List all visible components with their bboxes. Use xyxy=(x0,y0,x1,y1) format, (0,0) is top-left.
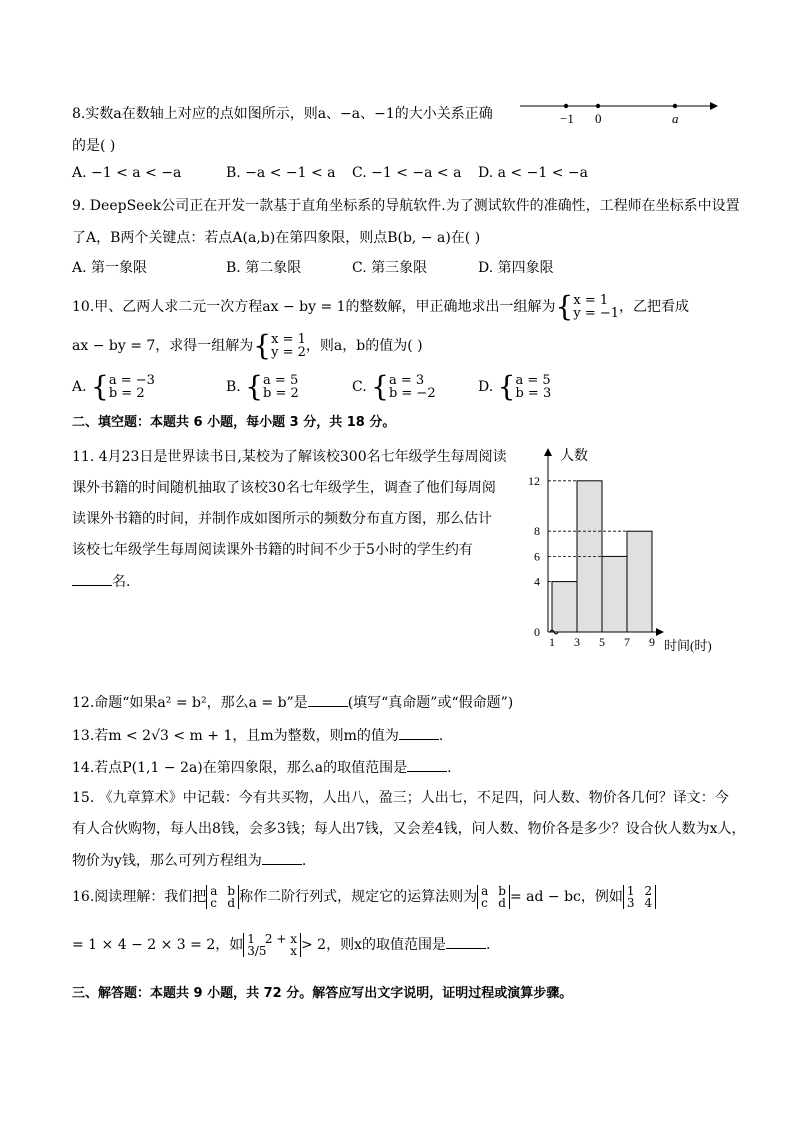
y-axis-arrow xyxy=(544,448,552,456)
x-axis-arrow xyxy=(656,628,664,636)
answer-blank[interactable] xyxy=(446,934,486,949)
q9-line2: 了A，B两个关键点：若点A(a,b)在第四象限，则点B(b, − a)在( ) xyxy=(72,230,481,246)
q14-line: 14.若点P(1,1 − 2a)在第四象限，那么a的取值范围是 . xyxy=(72,757,452,778)
brace-icon: { xyxy=(245,370,264,403)
q10-line1-pre: 10.甲、乙两人求二元一次方程ax − by = 1的整数解，甲正确地求出一组解为 xyxy=(72,299,556,315)
determinant-abcd-rule: a b c d xyxy=(477,885,510,909)
y-tick-label: 8 xyxy=(534,524,540,539)
answer-blank[interactable] xyxy=(407,757,447,772)
q15-line1: 15. 《九章算术》中记载：今有共买物，人出八，盈三；人出七，不足四，问人数、物价各几何？译文：今 xyxy=(72,790,729,806)
histogram-bar xyxy=(552,582,577,632)
section-2-heading: 二、填空题：本题共 6 小题，每小题 3 分，共 18 分。 xyxy=(72,415,396,430)
brace-icon: { xyxy=(253,329,272,362)
q10-system-1: x = 1 y = −1 xyxy=(573,293,620,321)
q8-option-a: A. −1 < a < −a xyxy=(72,165,182,181)
q11-line2: 课外书籍的时间随机抽取了该校30名七年级学生，调查了他们每周阅 xyxy=(72,480,496,496)
q10-system-2: x = 1 y = 2 xyxy=(271,332,306,360)
q11-histogram xyxy=(500,440,730,660)
determinant-question: 1 2 + x 3/5 x xyxy=(243,933,301,957)
q15-line2: 有人合伙购物，每人出8钱，会多3钱；每人出7钱，又会差4钱，问人数、物价各是多少？设合伙人数为x人， xyxy=(72,821,746,837)
q10-line2-post: ，则a，b的值为( ) xyxy=(305,338,423,354)
histogram-bar xyxy=(627,531,652,632)
answer-blank[interactable] xyxy=(72,571,112,586)
q8-option-d: D. a < −1 < −a xyxy=(478,165,588,181)
q16-line1: 16.阅读理解：我们把 a b c d 称作二阶行列式，规定它的运算法则为 a b c d = ad − bc，例如 1 2 3 4 xyxy=(72,882,656,912)
y-tick-label: 6 xyxy=(534,549,540,564)
brace-icon: { xyxy=(555,290,574,323)
q15-line3: 物价为y钱，那么可列方程组为 . xyxy=(72,850,306,871)
x-axis-label: 时间(时) xyxy=(664,638,712,653)
label-zero: 0 xyxy=(595,111,602,126)
q11-line4: 该校七年级学生每周阅读课外书籍的时间不少于5小时的学生约有 xyxy=(72,542,473,558)
q10-option-c: C. { a = 3 b = −2 xyxy=(352,370,436,403)
label-neg-one: −1 xyxy=(560,111,574,126)
brace-icon: { xyxy=(497,370,516,403)
x-tick-label: 1 xyxy=(549,635,555,649)
brace-icon: { xyxy=(91,370,109,403)
determinant-example: 1 2 3 4 xyxy=(623,885,656,909)
q10-line1 xyxy=(72,292,689,322)
section-3-heading: 三、解答题：本题共 9 小题，共 72 分。解答应写出文字说明，证明过程或演算步骤。 xyxy=(72,986,573,1001)
q9-option-a: A. 第一象限 xyxy=(72,260,148,276)
histogram-bar xyxy=(602,556,627,632)
q11-line1: 11. 4月23日是世界读书日,某校为了解该校300名七年级学生每周阅读 xyxy=(72,449,507,465)
q10-option-a: A. { a = −3 b = 2 xyxy=(72,370,155,403)
q8-option-c: C. −1 < −a < a xyxy=(352,165,462,181)
y-tick-label: 12 xyxy=(528,473,540,488)
q9-option-d: D. 第四象限 xyxy=(478,260,554,276)
q11-line3: 读课外书籍的时间，并制作成如图所示的频数分布直方图，那么估计 xyxy=(72,511,492,527)
point-zero xyxy=(596,104,600,108)
point-neg-one xyxy=(564,104,568,108)
brace-icon: { xyxy=(371,370,389,403)
q9-option-b: B. 第二象限 xyxy=(226,260,302,276)
answer-blank[interactable] xyxy=(262,850,302,865)
determinant-abcd: a b c d xyxy=(206,885,239,909)
q10-line1-post: ，乙把看成 xyxy=(619,299,690,315)
q8-number-line xyxy=(518,94,728,128)
q8-line2: 的是( ) xyxy=(72,138,116,154)
q8-option-b: B. −a < −1 < a xyxy=(226,165,336,181)
x-tick-label: 3 xyxy=(574,635,580,649)
q10-option-b: B. { a = 5 b = 2 xyxy=(226,370,299,403)
q9-line1: 9. DeepSeek公司正在开发一款基于直角坐标系的导航软件.为了测试软件的准确性，工程师在坐标系中设置 xyxy=(72,198,740,214)
q8-line1: 8.实数a在数轴上对应的点如图所示，则a、−a、−1的大小关系正确 xyxy=(72,106,493,122)
q13-line: 13.若m < 2√3 < m + 1，且m为整数，则m的值为 . xyxy=(72,725,443,746)
q11-line5: 名. xyxy=(72,571,130,592)
y-tick-label: 0 xyxy=(534,625,540,639)
q10-line2 xyxy=(72,331,423,361)
q10-option-d: D. { a = 5 b = 3 xyxy=(478,370,552,403)
q9-option-c: C. 第三象限 xyxy=(352,260,428,276)
x-tick-label: 9 xyxy=(649,635,655,649)
q12-line: 12.命题“如果a² = b²，那么a = b”是 (填写“真命题”或“假命题”) xyxy=(72,692,513,713)
point-a xyxy=(673,104,677,108)
answer-blank[interactable] xyxy=(399,725,439,740)
q10-line2-pre: ax − by = 7，求得一组解为 xyxy=(72,338,254,354)
x-tick-label: 5 xyxy=(599,635,605,649)
q16-line2: = 1 × 4 − 2 × 3 = 2，如 1 2 + x 3/5 x > 2，则x的取值范围是 . xyxy=(72,932,491,958)
label-a: a xyxy=(672,111,679,126)
answer-blank[interactable] xyxy=(308,692,348,707)
y-tick-label: 4 xyxy=(534,574,540,589)
x-tick-label: 7 xyxy=(624,635,630,649)
number-line-arrow xyxy=(710,102,718,110)
y-axis-label: 人数 xyxy=(560,449,588,464)
